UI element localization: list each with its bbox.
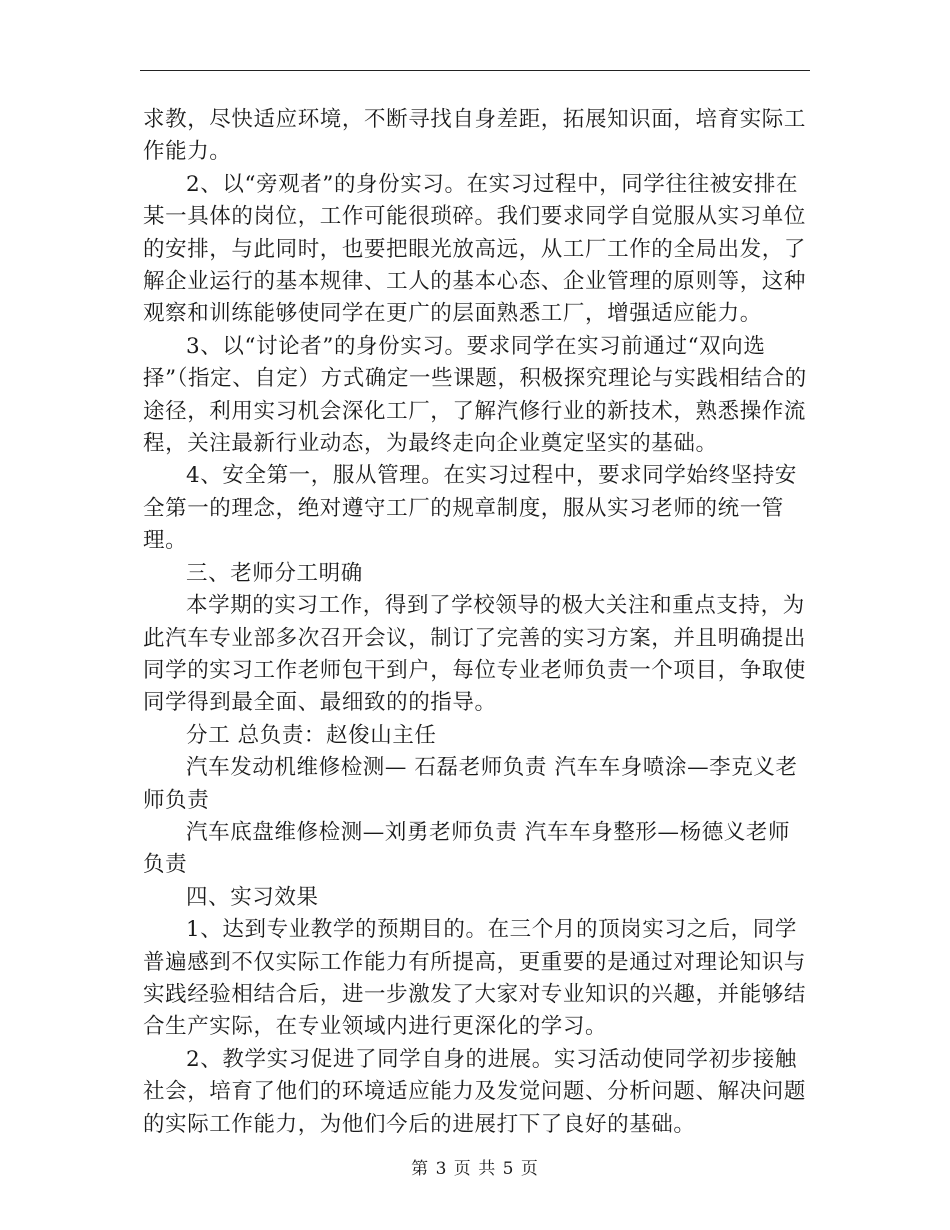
division-lead: 分工 总负责：赵俊山主任: [186, 722, 437, 748]
division-line-2: 汽车底盘维修检测—刘勇老师负责 汽车车身整形—杨德义老师负责: [143, 819, 791, 878]
paragraph-4: 4、安全第一，服从管理。在实习过程中，要求同学始终坚持安全第一的理念，绝对遵守工厂的规章制度，服从实习老师的统一管理。: [143, 463, 797, 554]
header-rule: [140, 70, 810, 71]
division-line-1: 汽车发动机维修检测— 石磊老师负责 汽车车身喷涂—李克义老师负责: [143, 755, 798, 813]
paragraph-2: 2、以“旁观者”的身份实习。在实习过程中，同学往往被安排在某一具体的岗位，工作可能很琐碎。我们要求同学自觉服从实习单位的安排，与此同时，也要把眼光放高远，从工厂工作的全局出发，了解企业运行的基本规律、工人的基本心态、企业管理的原则等，这种观察和训练能够使同学在更广的层面熟悉工厂，增强适应能力。: [143, 171, 807, 327]
paragraph-5: 本学期的实习工作，得到了学校领导的极大关注和重点支持，为此汽车专业部多次召开会议，制订了完善的实习方案，并且明确提出同学的实习工作老师包干到户，每位专业老师负责一个项目，争取使同学得到最全面、最细致的的指导。: [143, 593, 807, 716]
section-heading-4: 四、实习效果: [186, 884, 319, 910]
paragraph-1: 求教，尽快适应环境，不断寻找自身差距，拓展知识面，培育实际工作能力。: [143, 107, 807, 165]
paragraph-6: 1、达到专业教学的预期目的。在三个月的顶岗实习之后，同学普遍感到不仅实际工作能力有所提高，更重要的是通过对理论知识与实践经验相结合后，进一步激发了大家对专业知识的兴趣，并能够结合生产实际，在专业领域内进行更深化的学习。: [143, 917, 807, 1040]
section-heading-3: 三、老师分工明确: [186, 560, 363, 586]
paragraph-7: 2、教学实习促进了同学自身的进展。实习活动使同学初步接触社会，培育了他们的环境适应能力及发觉问题、分析问题、解决问题的实际工作能力，为他们今后的进展打下了良好的基础。: [143, 1046, 807, 1137]
paragraph-3: 3、以“讨论者”的身份实习。要求同学在实习前通过“双向选择”（指定、自定）方式确定一些课题，积极探究理论与实践相结合的途径，利用实习机会深化工厂，了解汽修行业的新技术，熟悉操作流程，关注最新行业动态，为最终走向企业奠定坚实的基础。: [143, 333, 807, 457]
page-footer: 第 3 页 共 5 页: [411, 1159, 539, 1179]
document-body: [143, 104, 811, 1141]
